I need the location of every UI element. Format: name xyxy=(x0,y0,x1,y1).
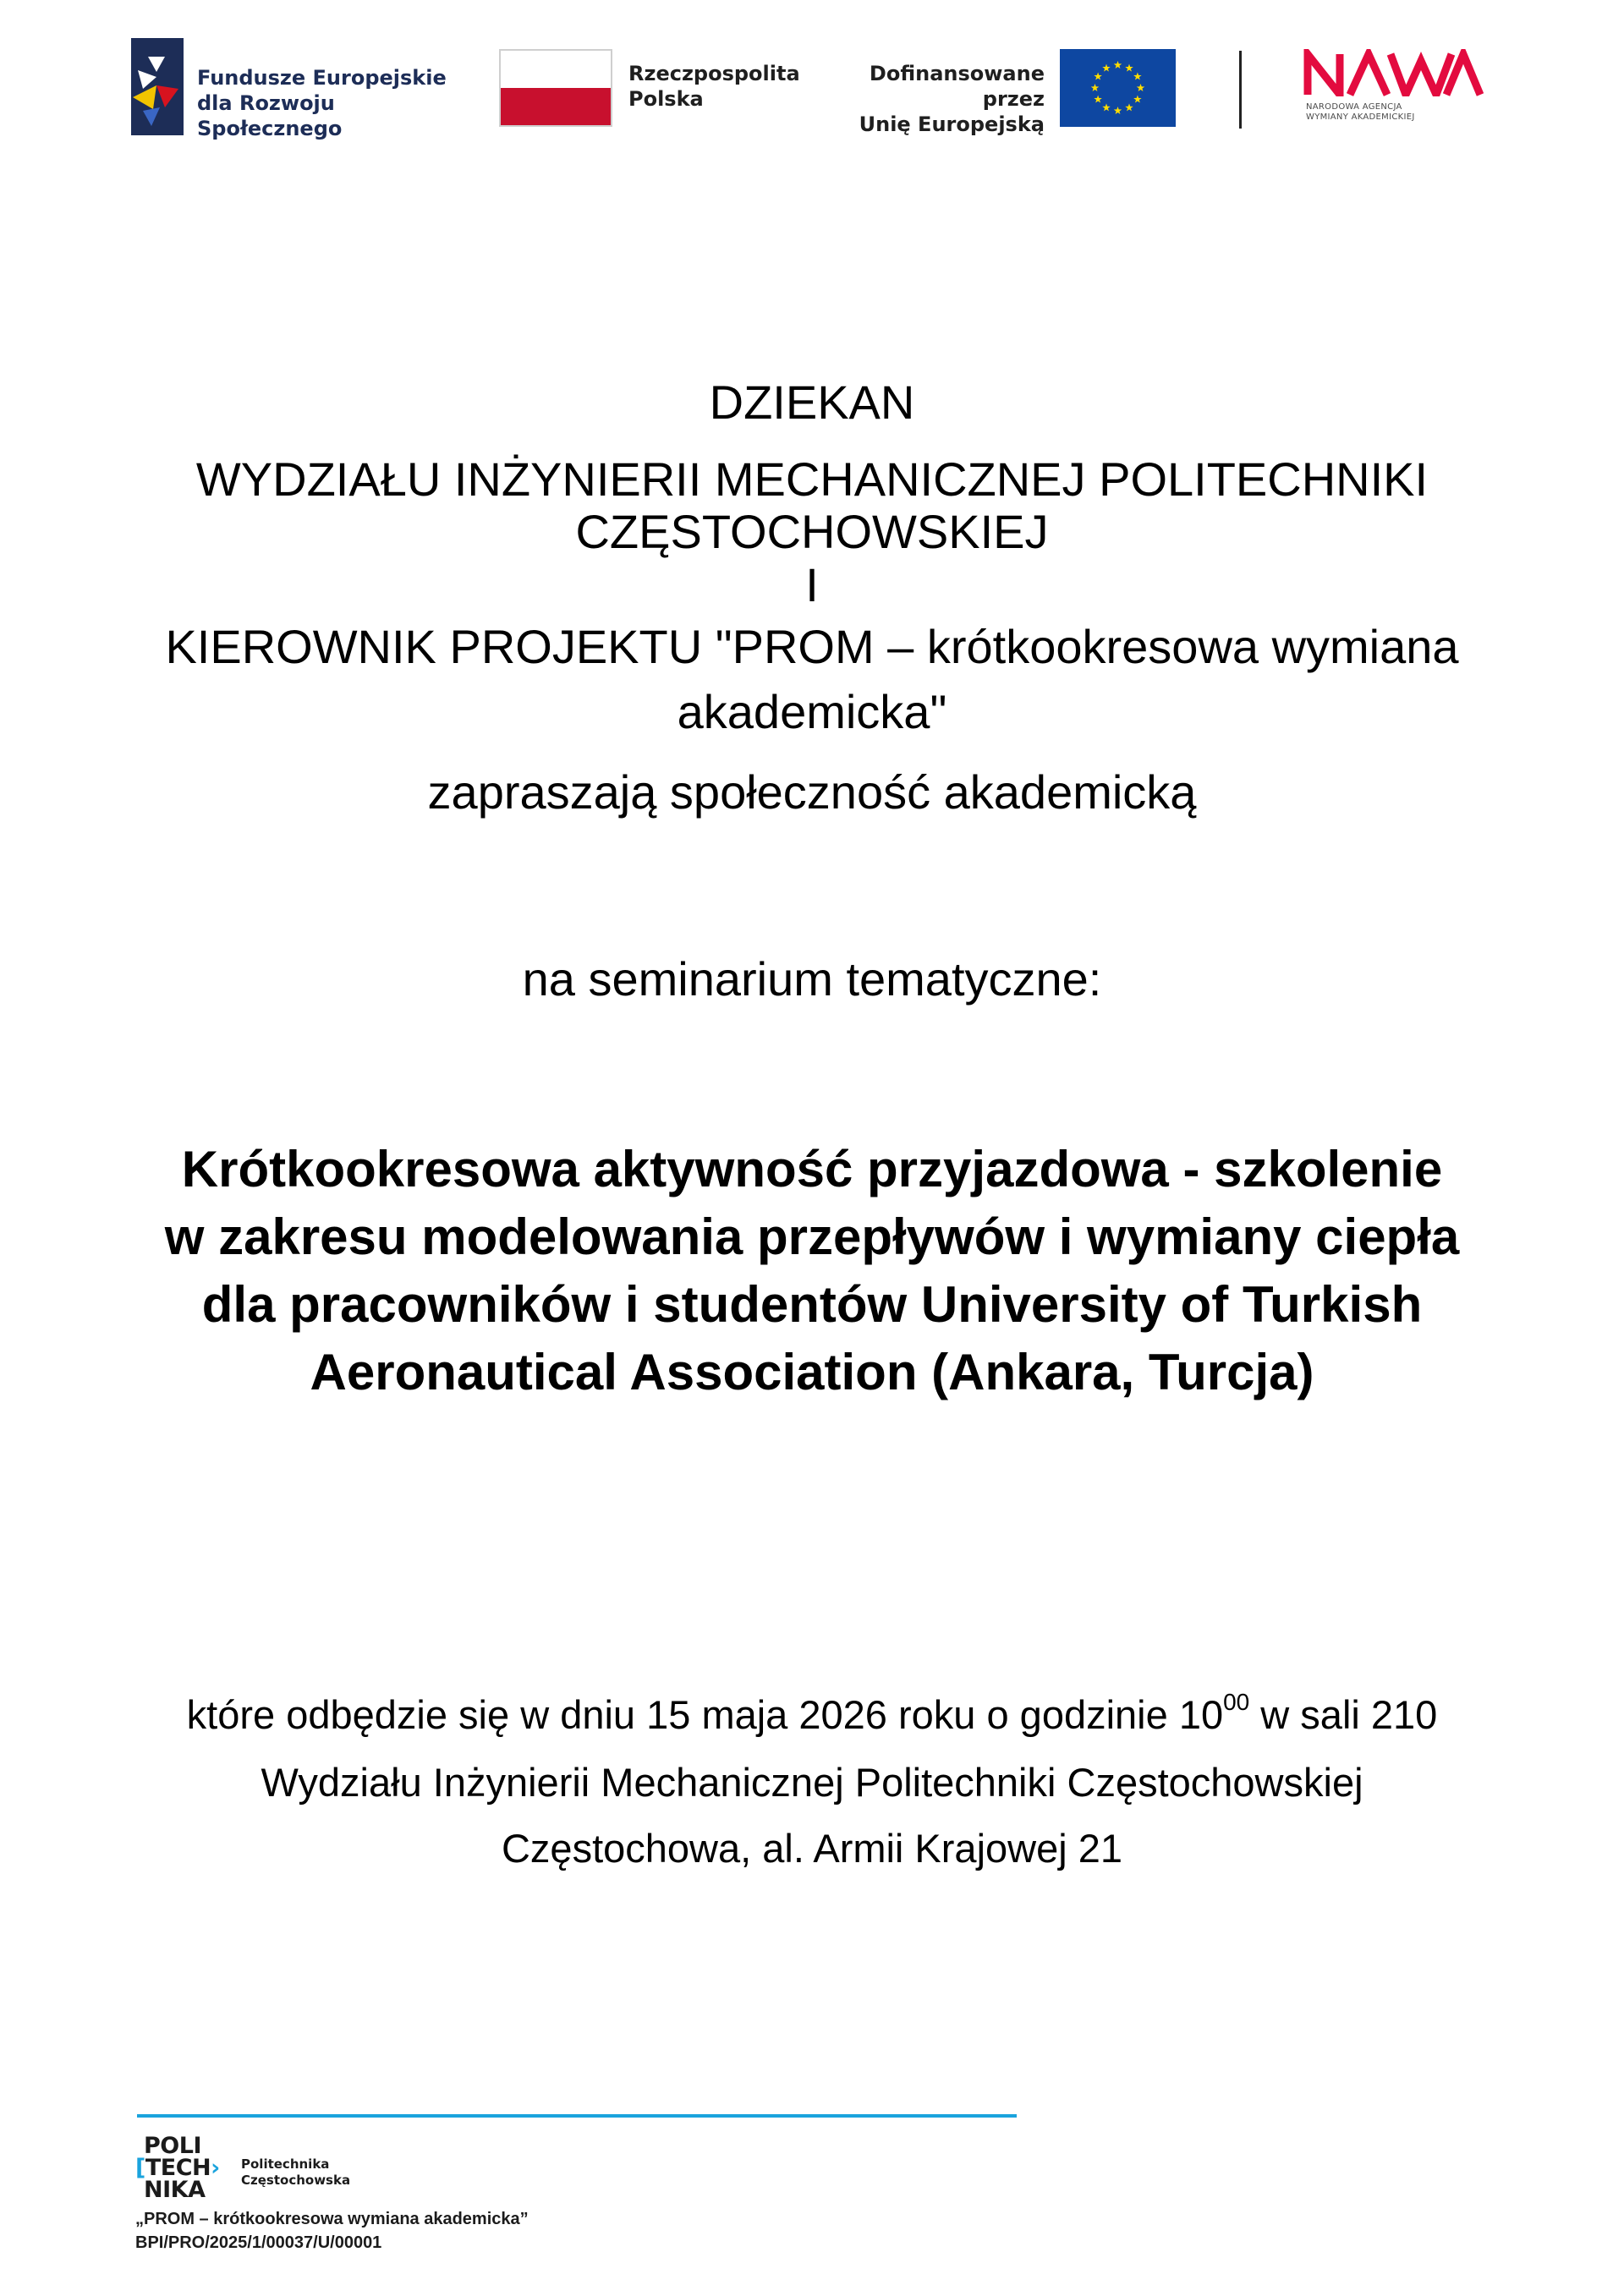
pcz-logo-line1: POLI xyxy=(144,2133,201,2159)
pcz-name-line2: Częstochowska xyxy=(241,2173,351,2188)
header-faculty-cont: CZĘSTOCHOWSKIEJ xyxy=(575,505,1049,558)
nawa-wordmark-icon xyxy=(1303,49,1484,96)
logo-divider xyxy=(1239,51,1242,129)
eu-cofinancing-logo xyxy=(825,49,1176,136)
fe-star-mark-icon xyxy=(131,38,184,135)
rp-line1: Rzeczpospolita xyxy=(628,62,800,85)
pcz-bracket-right-icon: › xyxy=(211,2155,220,2181)
pcz-name xyxy=(241,2156,350,2189)
details-date-line xyxy=(0,1691,1624,1739)
fundusze-europejskie-logo xyxy=(131,38,469,140)
header-and: I xyxy=(805,558,819,611)
seminar-title-line4: Aeronautical Association (Ankara, Turcja) xyxy=(310,1344,1314,1400)
pcz-name-line1: Politechnika xyxy=(241,2156,330,2172)
seminar-title-line2: w zakresu modelowania przepływów i wymiany ciepła xyxy=(164,1208,1460,1265)
eu-flag-icon xyxy=(1060,49,1176,127)
eu-line2: Unię Europejską xyxy=(859,112,1045,136)
fe-line2: dla Rozwoju Społecznego xyxy=(197,91,343,140)
details-date-text: które odbędzie się w dniu 15 maja 2026 roku o godzinie 10 xyxy=(186,1692,1224,1737)
details-address-line: Częstochowa, al. Armii Krajowej 21 xyxy=(501,1826,1123,1871)
polish-flag-icon xyxy=(499,49,612,127)
seminar-title-line1: Krótkookresowa aktywność przyjazdowa - szkolenie xyxy=(181,1141,1443,1197)
details-time-minutes: 00 xyxy=(1223,1689,1250,1715)
details-faculty-line: Wydziału Inżynierii Mechanicznej Politechniki Częstochowskiej xyxy=(261,1760,1363,1805)
nawa-logo xyxy=(1303,49,1518,134)
nawa-sub-line1: NARODOWA AGENCJA xyxy=(1306,102,1402,112)
header-dean: DZIEKAN xyxy=(709,375,915,429)
rzeczpospolita-polska-logo xyxy=(499,49,804,127)
seminar-title-line3: dla pracowników i studentów University of Turkish xyxy=(201,1276,1423,1333)
nawa-sub-line2: WYMIANY AKADEMICKIEJ xyxy=(1306,112,1415,122)
header-project-manager-cont: akademicka" xyxy=(677,685,947,738)
pcz-bracket-left-icon: [ xyxy=(135,2155,145,2181)
details-room-text: w sali 210 xyxy=(1249,1692,1438,1737)
logo-strip xyxy=(131,34,1518,144)
footer-project-name: „PROM – krótkookresowa wymiana akademicka” xyxy=(135,2210,529,2228)
header-project-manager: KIEROWNIK PROJEKTU "PROM – krótkookresowa wymiana xyxy=(165,620,1459,673)
eu-line1: Dofinansowane przez xyxy=(869,62,1045,111)
fe-line1: Fundusze Europejskie xyxy=(197,66,447,90)
pcz-logo-line3: NIKA xyxy=(144,2177,206,2203)
header-faculty: WYDZIAŁU INŻYNIERII MECHANICZNEJ POLITECHNIKI xyxy=(195,452,1429,506)
rp-line2: Polska xyxy=(628,87,704,111)
pcz-logo-line2: TECH xyxy=(145,2155,211,2181)
header-invite: zapraszają społeczność akademicką xyxy=(427,765,1197,819)
header-seminar-intro: na seminarium tematyczne: xyxy=(522,952,1102,1006)
footer-project-code: BPI/PRO/2025/1/00037/U/00001 xyxy=(135,2233,382,2252)
footer-rule xyxy=(137,2114,1017,2118)
